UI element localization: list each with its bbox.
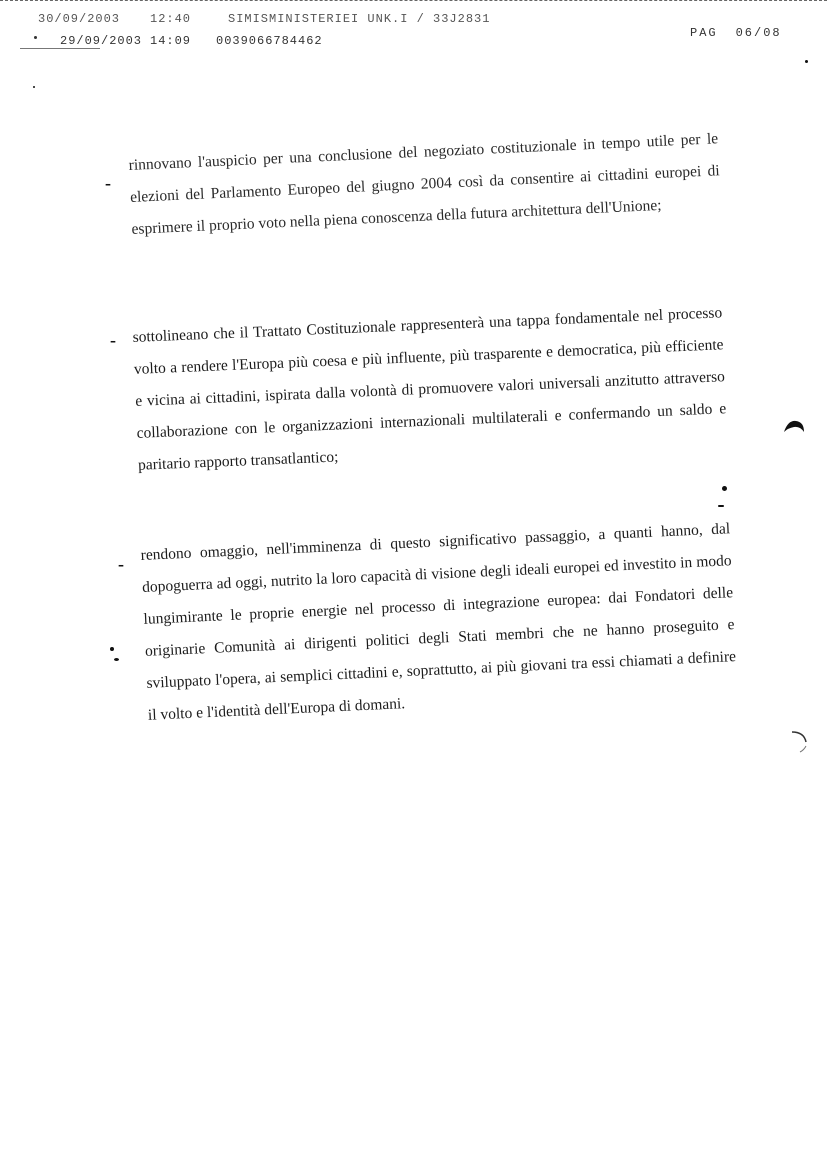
bullet-dash: - (105, 173, 111, 193)
page-number: 06/08 (735, 26, 782, 40)
bullet-dash: - (110, 330, 116, 350)
punch-hole-mark (782, 418, 806, 438)
paragraph-3: rendono omaggio, nell'imminenza di questo significativo passaggio, a quanti hanno, dal dopoguerra ad oggi, nutrito la loro capacità di visione degli ideali europei ed investito in modo lungimirante le proprie energie nel processo di integrazione europea: dai Fondatori delle originarie Comunità ai dirigenti politici degli Stati membri che ne hanno proseguito e sviluppato l'opera, ai semplici cittadini e, soprattutto, ai più giovani tra essi chiamati a definire il volto e l'identità dell'Europa di domani. (140, 519, 737, 724)
scan-speck (114, 658, 119, 661)
scan-speck (110, 647, 114, 651)
scan-speck (33, 86, 35, 88)
fax-time-1: 12:40 (150, 12, 192, 26)
fax-date-1: 30/09/2003 (38, 12, 121, 26)
bullet-dash: - (118, 554, 124, 574)
fax-time-2: 14:09 (150, 34, 192, 48)
paragraph-1: rinnovano l'auspicio per una conclusione del negoziato costituzionale in tempo utile per le elezioni del Parlamento Europeo del giugno 2004 così da consentire ai cittadini europei di esprimere il proprio voto nella piena conoscenza della futura architettura dell'Unione; (128, 129, 720, 238)
scan-speck (718, 505, 724, 507)
fax-date-2: 29/09/2003 (60, 34, 143, 48)
scan-edge-mark (790, 728, 810, 756)
fax-sender-1: SIMISMINISTERIEI UNK.I / 33J2831 (228, 12, 491, 26)
scan-speck (722, 486, 727, 491)
paragraph-2: sottolineano che il Trattato Costituzionale rappresenterà una tappa fondamentale nel processo volto a rendere l'Europa più coesa e più influente, più trasparente e democratica, più efficiente e vicina ai cittadini, ispirata dalla volontà di promuovere valori universali anzitutto attraverso collaborazione con le organizzazioni internazionali multilaterali e confermando un saldo e paritario rapporto transatlantico; (132, 303, 727, 474)
fax-sender-2: 0039066784462 (216, 34, 323, 48)
scan-speck (805, 60, 808, 63)
page-label: PAG (690, 26, 718, 40)
